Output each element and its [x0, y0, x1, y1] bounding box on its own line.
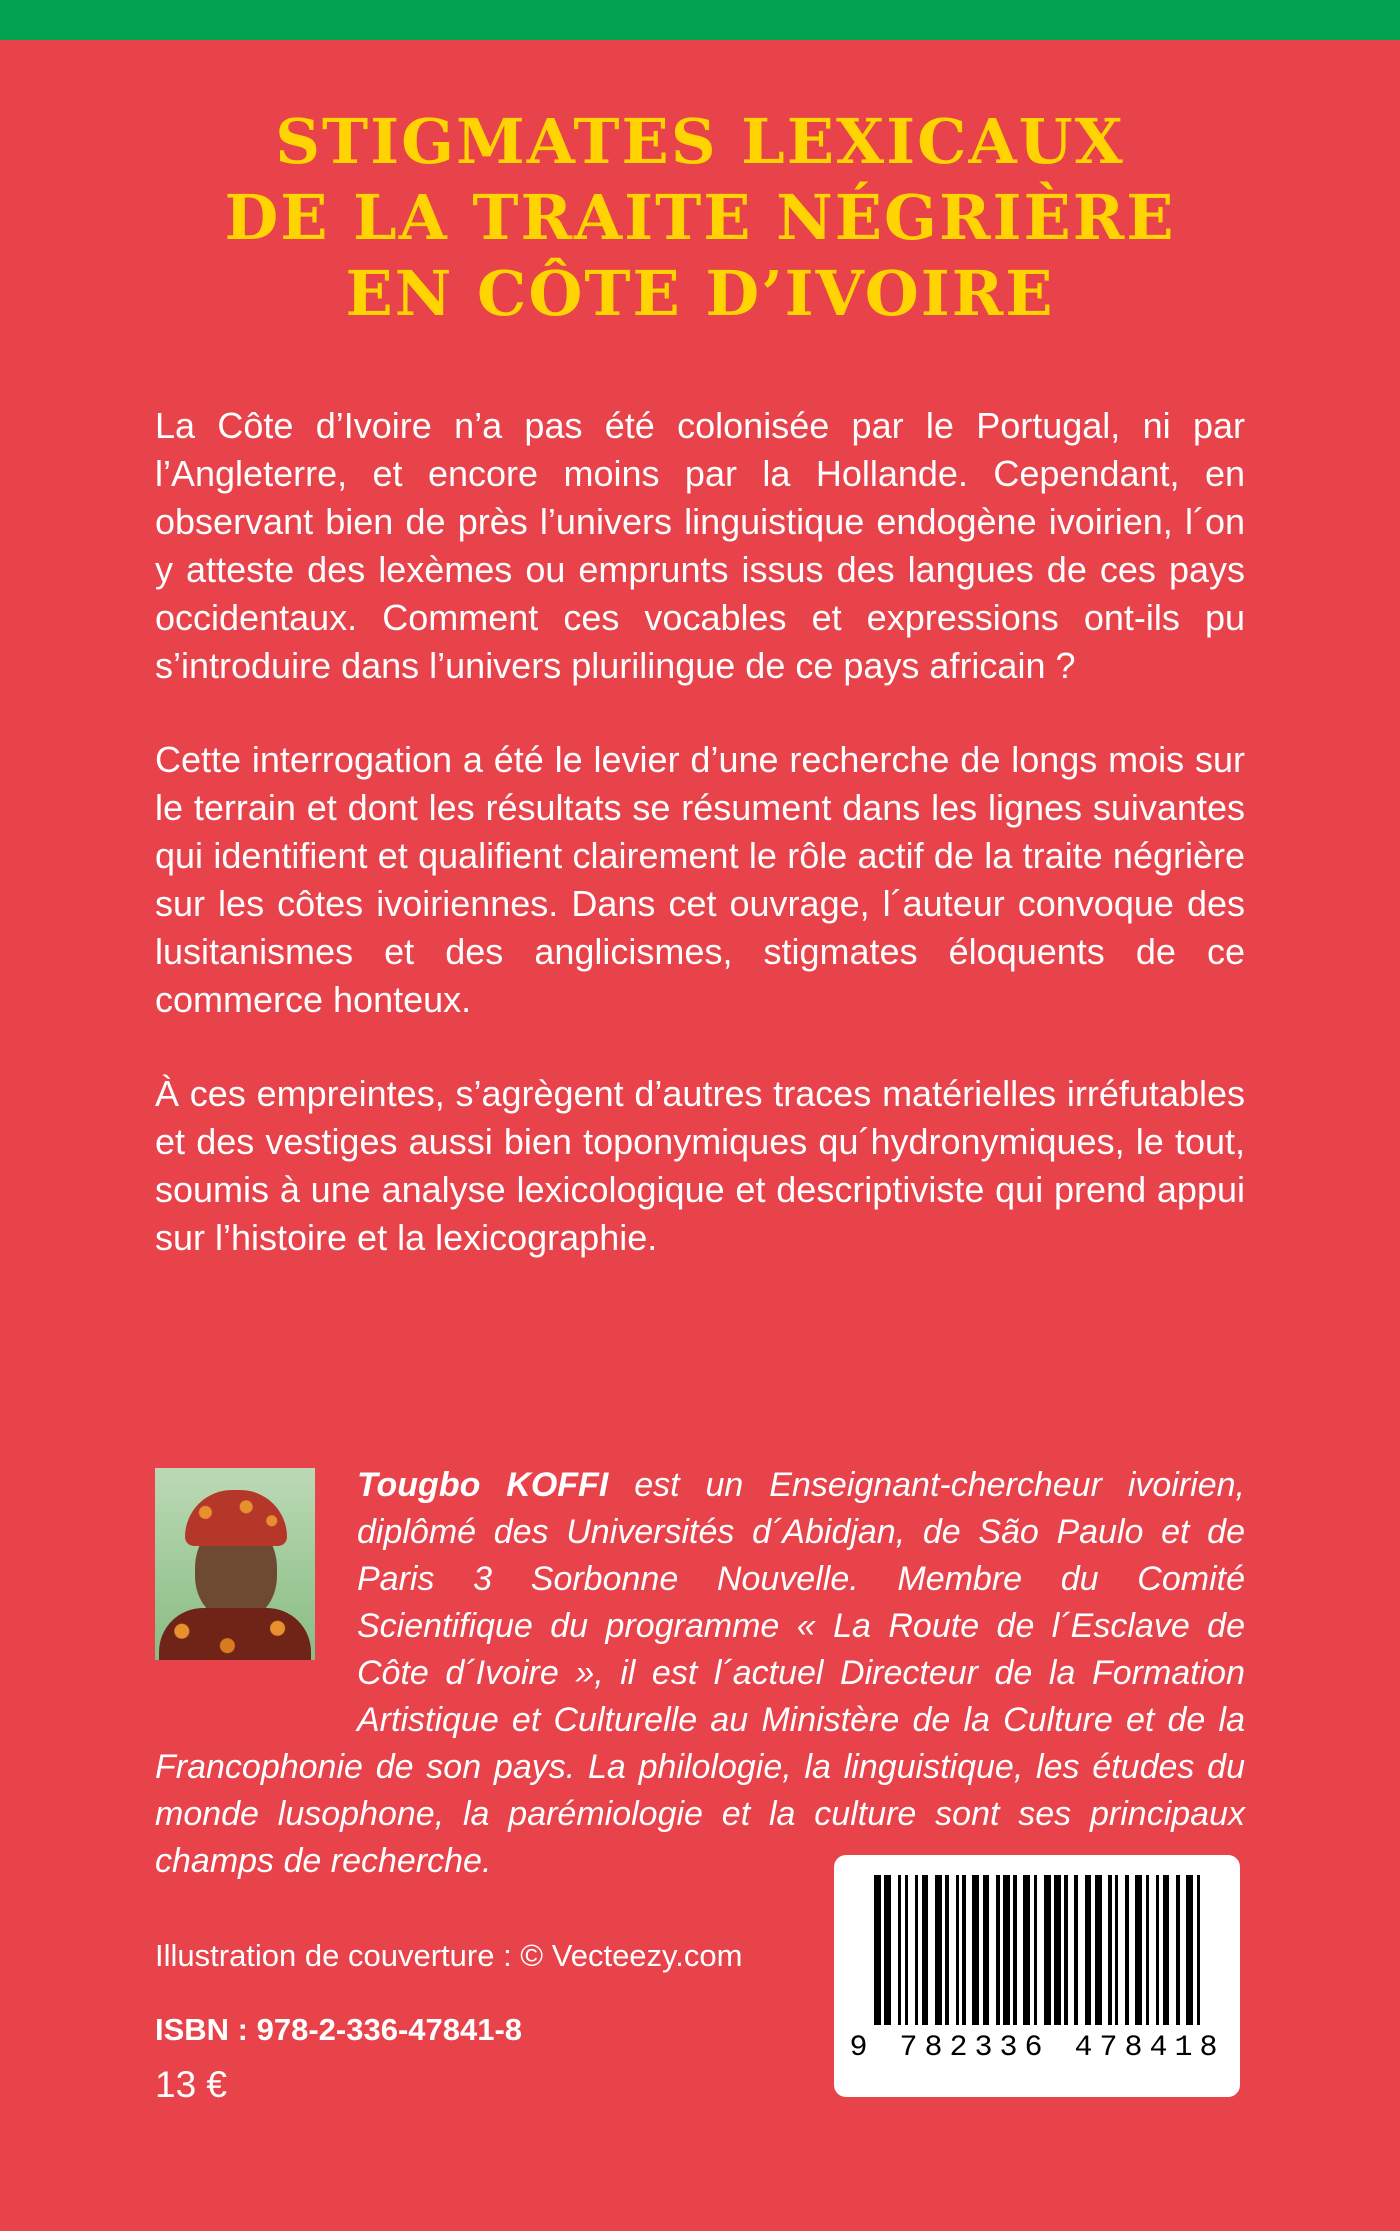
barcode-bar	[1023, 1875, 1030, 2025]
synopsis-paragraph-3: À ces empreintes, s’agrègent d’autres traces matérielles irréfutables et des vestiges aussi bien toponymiques qu´hydronymiques, le tout, soumis à une analyse lexicologique et descriptiviste qui prend appui sur l’histoire et la lexicographie.	[155, 1073, 1245, 1258]
barcode-gap	[1017, 1875, 1024, 2025]
barcode-gap	[1118, 1875, 1125, 2025]
book-title-line-3: EN CÔTE D’IVOIRE	[345, 257, 1055, 330]
barcode-digits: 9 782336 478418	[849, 2031, 1225, 2065]
cover-content	[0, 40, 1400, 1885]
barcode-bars	[858, 1875, 1216, 2025]
book-title-line-2: DE LA TRAITE NÉGRIÈRE	[224, 181, 1176, 254]
barcode-bar	[1095, 1875, 1102, 2025]
barcode-bar	[972, 1875, 979, 2025]
author-section	[155, 1462, 1245, 1885]
author-hat-shape	[185, 1490, 287, 1546]
author-shoulders-shape	[159, 1608, 311, 1660]
barcode-bar	[1085, 1875, 1092, 2025]
barcode-bar	[1044, 1875, 1051, 2025]
barcode-bar	[1197, 1875, 1200, 2025]
barcode-gap	[928, 1875, 935, 2025]
barcode-gap	[1129, 1875, 1136, 2025]
barcode-bar	[983, 1875, 990, 2025]
barcode-gap	[949, 1875, 956, 2025]
barcode-bar	[1135, 1875, 1142, 2025]
barcode-bar	[922, 1875, 929, 2025]
author-bio-text: est un Enseignant-chercheur ivoirien, diplômé des Universités d´Abidjan, de São Paulo et de Paris 3 Sorbonne Nouvelle. Membre du Comité Scientifique du programme « La Route de l´Esclave de Côte d´Ivoire », il est l´actuel Directeur de la Formation Artistique et Culturelle au Ministère de la Culture et de la Francophonie de son pays. La philologie, la linguistique, les études du monde lusophone, la parémiologie et la culture sont ses principaux champs de recherche.	[155, 1466, 1246, 1880]
barcode-bar	[884, 1875, 891, 2025]
barcode-bar	[935, 1875, 942, 2025]
barcode-gap	[1037, 1875, 1044, 2025]
synopsis-paragraph-1: La Côte d’Ivoire n’a pas été colonisée par le Portugal, ni par l’Angleterre, et encore moins par la Hollande. Cependant, en observant bien de près l’univers linguistique endogène ivoirien, l´on y atteste des lexèmes ou emprunts issus des langues de ces pays occidentaux. Comment ces vocables et expressions ont-ils pu s’introduire dans l’univers plurilingue de ce pays africain ?	[155, 405, 1245, 686]
book-title-line-1: STIGMATES LEXICAUX	[275, 105, 1125, 178]
barcode-gap	[1078, 1875, 1085, 2025]
top-green-bar	[0, 0, 1400, 40]
barcode-gap	[989, 1875, 996, 2025]
price-text: 13 €	[155, 2064, 228, 2105]
author-name: Tougbo KOFFI	[357, 1466, 609, 1504]
barcode-bar	[1054, 1875, 1061, 2025]
synopsis-paragraph-2: Cette interrogation a été le levier d’une recherche de longs mois sur le terrain et dont les résultats se résument dans les lignes suivantes qui identifient et qualifient clairement le rôle actif de la traite négrière sur les côtes ivoiriennes. Dans cet ouvrage, l´auteur convoque des lusitanismes et des anglicismes, stigmates éloquents de ce commerce honteux.	[155, 739, 1245, 1020]
barcode	[834, 1855, 1240, 2097]
barcode-gap	[891, 1875, 898, 2025]
barcode-gap	[1068, 1875, 1075, 2025]
illustration-credit: Illustration de couverture : © Vecteezy.com	[155, 1938, 743, 1973]
book-title	[155, 104, 1245, 332]
isbn-text: ISBN : 978-2-336-47841-8	[155, 2012, 523, 2047]
barcode-gap	[1180, 1875, 1187, 2025]
barcode-bar	[874, 1875, 881, 2025]
barcode-bar	[1186, 1875, 1193, 2025]
author-bio	[155, 1462, 1245, 1885]
barcode-gap	[1102, 1875, 1109, 2025]
barcode-bar	[1003, 1875, 1010, 2025]
barcode-gap	[1169, 1875, 1176, 2025]
barcode-gap	[1149, 1875, 1156, 2025]
barcode-gap	[966, 1875, 973, 2025]
author-photo	[155, 1468, 315, 1660]
barcode-gap	[908, 1875, 915, 2025]
barcode-bar	[1163, 1875, 1170, 2025]
